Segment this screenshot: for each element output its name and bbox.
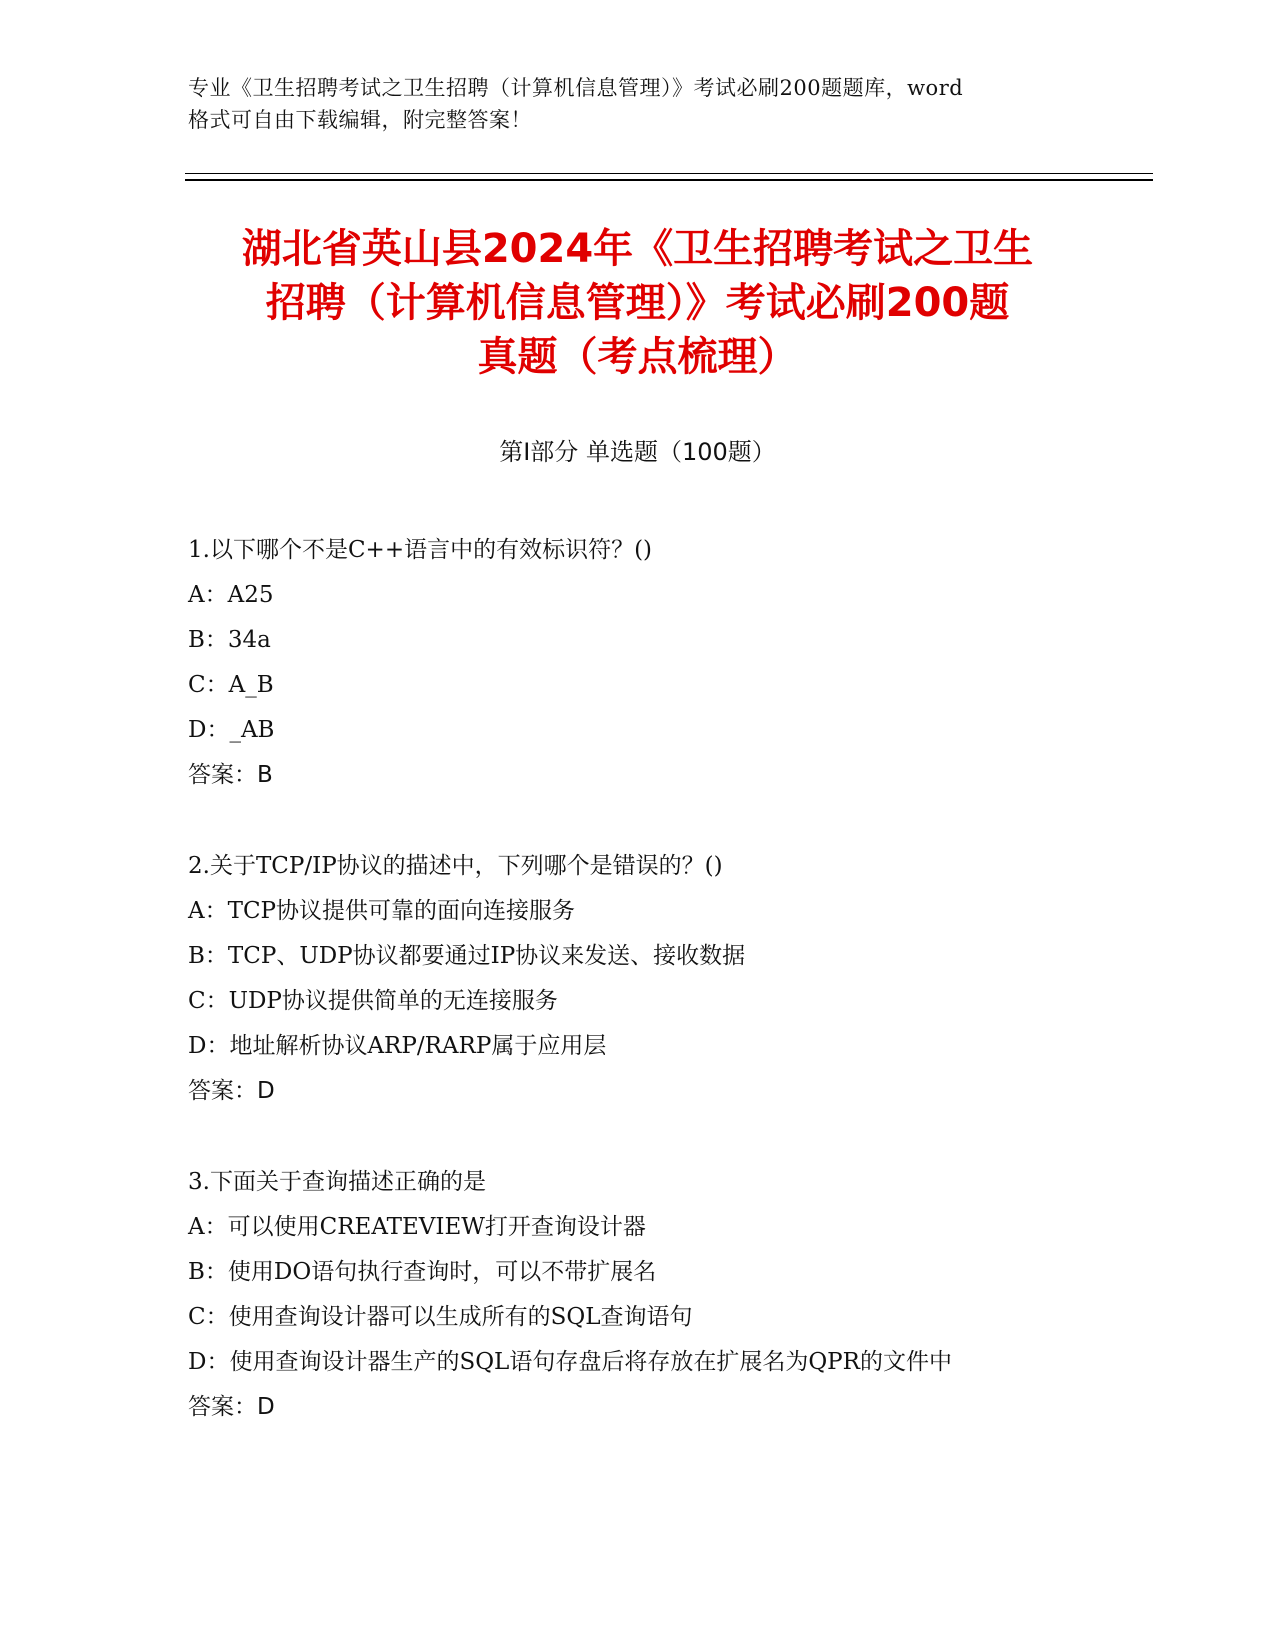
- answer: 答案：D: [188, 1078, 275, 1104]
- answer: 答案：B: [188, 762, 273, 788]
- answer: 答案：D: [188, 1394, 275, 1420]
- option-c: C：使用查询设计器可以生成所有的SQL查询语句: [188, 1304, 693, 1330]
- document-title: [170, 222, 1105, 384]
- header-divider-thin: [185, 173, 1153, 174]
- intro-line-2: 格式可自由下载编辑，附完整答案！: [188, 108, 532, 132]
- intro-text: [188, 72, 1088, 136]
- intro-line-1: 专业《卫生招聘考试之卫生招聘（计算机信息管理）》考试必刷200题题库，word: [188, 76, 964, 100]
- question-1: [188, 528, 1088, 798]
- option-c: C：A_B: [188, 672, 274, 698]
- question-3: [188, 1160, 1088, 1430]
- option-d: D：_AB: [188, 717, 275, 743]
- option-b: B：TCP、UDP协议都要通过IP协议来发送、接收数据: [188, 943, 746, 969]
- header-divider-thick: [185, 179, 1153, 181]
- title-line-2: 招聘（计算机信息管理）》考试必刷200题: [265, 280, 1010, 326]
- question-stem: 1.以下哪个不是C++语言中的有效标识符？(): [188, 537, 653, 563]
- section-title: 第Ⅰ部分 单选题（100题）: [499, 438, 776, 466]
- question-2: [188, 844, 1088, 1114]
- title-line-3: 真题（考点梳理）: [477, 334, 798, 380]
- question-stem: 3.下面关于查询描述正确的是: [188, 1169, 486, 1195]
- option-a: A：TCP协议提供可靠的面向连接服务: [188, 898, 576, 924]
- option-d: D：使用查询设计器生产的SQL语句存盘后将存放在扩展名为QPR的文件中: [188, 1349, 952, 1375]
- option-a: A：可以使用CREATEVIEW打开查询设计器: [188, 1214, 646, 1240]
- option-c: C：UDP协议提供简单的无连接服务: [188, 988, 558, 1014]
- option-a: A：A25: [188, 582, 274, 608]
- option-b: B：使用DO语句执行查询时，可以不带扩展名: [188, 1259, 657, 1285]
- option-b: B：34a: [188, 627, 271, 653]
- title-line-1: 湖北省英山县2024年《卫生招聘考试之卫生: [241, 226, 1034, 272]
- question-stem: 2.关于TCP/IP协议的描述中，下列哪个是错误的？(): [188, 853, 723, 879]
- option-d: D：地址解析协议ARP/RARP属于应用层: [188, 1033, 607, 1059]
- question-list: [188, 528, 1088, 1476]
